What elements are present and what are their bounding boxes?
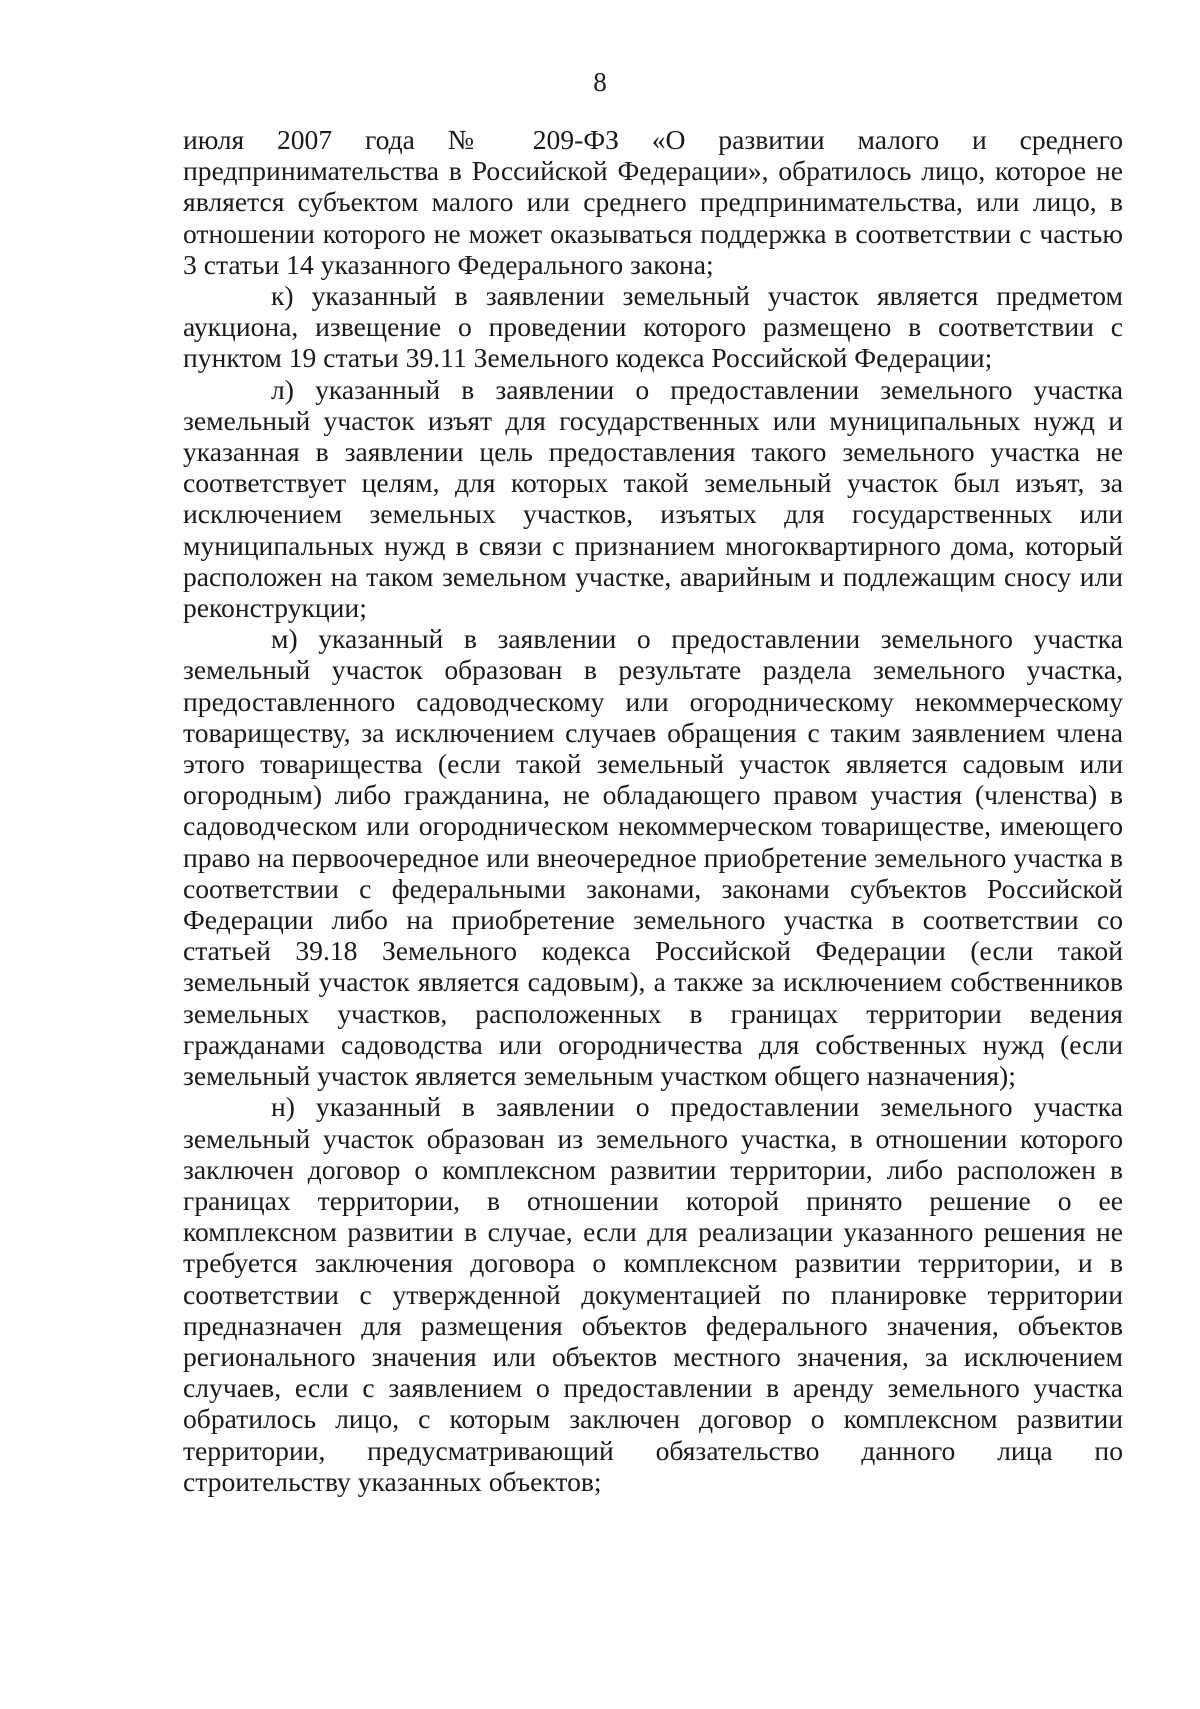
document-body xyxy=(183,124,1123,1497)
paragraph-continuation: июля 2007 года № 209-ФЗ «О развитии малого и среднего предпринимательства в Российской Федерации», обратилось лицо, которое не является субъектом малого или среднего предпринимательства, или лицо, в отношении которого не может оказываться поддержка в соответствии с частью 3 статьи 14 указанного Федерального закона; xyxy=(183,124,1123,280)
paragraph-item-m: м) указанный в заявлении о предоставлении земельного участка земельный участок образован в результате раздела земельного участка, предоставленного садоводческому или огородническому некоммерческому товариществу, за исключением случаев обращения с таким заявлением члена этого товарищества (если такой земельный участок является садовым или огородным) либо гражданина, не обладающего правом участия (членства) в садоводческом или огородническом некоммерческом товариществе, имеющего право на первоочередное или внеочередное приобретение земельного участка в соответствии с федеральными законами, законами субъектов Российской Федерации либо на приобретение земельного участка в соответствии со статьей 39.18 Земельного кодекса Российской Федерации (если такой земельный участок является садовым), а также за исключением собственников земельных участков, расположенных в границах территории ведения гражданами садоводства или огородничества для собственных нужд (если земельный участок является земельным участком общего назначения); xyxy=(183,623,1123,1092)
paragraph-item-k: к) указанный в заявлении земельный участок является предметом аукциона, извещение о проведении которого размещено в соответствии с пунктом 19 статьи 39.11 Земельного кодекса Российской Федерации; xyxy=(183,280,1123,374)
paragraph-item-n: н) указанный в заявлении о предоставлении земельного участка земельный участок образован из земельного участка, в отношении которого заключен договор о комплексном развитии территории, либо расположен в границах территории, в отношении которой принято решение о ее комплексном развитии в случае, если для реализации указанного решения не требуется заключения договора о комплексном развитии территории, и в соответствии с утвержденной документацией по планировке территории предназначен для размещения объектов федерального значения, объектов регионального значения или объектов местного значения, за исключением случаев, если с заявлением о предоставлении в аренду земельного участка обратилось лицо, с которым заключен договор о комплексном развитии территории, предусматривающий обязательство данного лица по строительству указанных объектов; xyxy=(183,1091,1123,1497)
page-number: 8 xyxy=(593,67,607,97)
paragraph-item-l: л) указанный в заявлении о предоставлении земельного участка земельный участок изъят для государственных или муниципальных нужд и указанная в заявлении цель предоставления такого земельного участка не соответствует целям, для которых такой земельный участок был изъят, за исключением земельных участков, изъятых для государственных или муниципальных нужд в связи с признанием многоквартирного дома, который расположен на таком земельном участке, аварийным и подлежащим сносу или реконструкции; xyxy=(183,373,1123,624)
